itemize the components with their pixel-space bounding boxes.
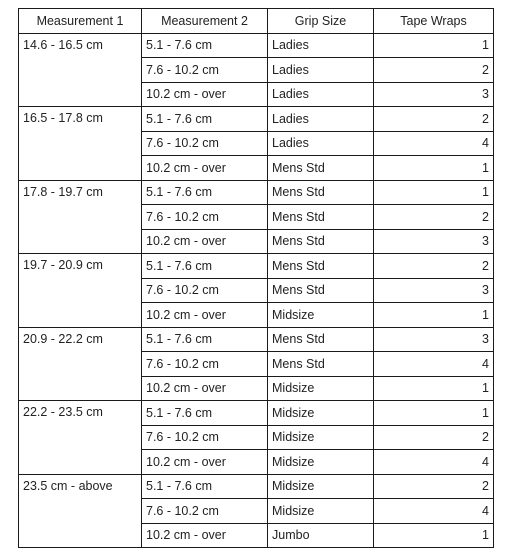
measurement-2-cell: 10.2 cm - over	[142, 156, 268, 181]
tape-wraps-cell: 1	[374, 33, 494, 58]
tape-wraps-cell: 3	[374, 327, 494, 352]
measurement-2-cell: 7.6 - 10.2 cm	[142, 352, 268, 377]
tape-wraps-cell: 2	[374, 474, 494, 499]
measurement-2-cell: 7.6 - 10.2 cm	[142, 58, 268, 83]
measurement-1-cell: 17.8 - 19.7 cm	[19, 180, 142, 254]
grip-size-cell: Midsize	[268, 450, 374, 475]
tape-wraps-cell: 1	[374, 156, 494, 181]
tape-wraps-cell: 2	[374, 205, 494, 230]
measurement-2-cell: 7.6 - 10.2 cm	[142, 278, 268, 303]
measurement-1-cell: 20.9 - 22.2 cm	[19, 327, 142, 401]
table-row	[19, 180, 494, 205]
table-header	[19, 9, 494, 34]
measurement-1-cell: 19.7 - 20.9 cm	[19, 254, 142, 328]
table-row	[19, 33, 494, 58]
grip-size-cell: Mens Std	[268, 278, 374, 303]
grip-size-cell: Mens Std	[268, 156, 374, 181]
tape-wraps-cell: 1	[374, 401, 494, 426]
measurement-2-cell: 10.2 cm - over	[142, 376, 268, 401]
table-row	[19, 401, 494, 426]
measurement-2-cell: 10.2 cm - over	[142, 523, 268, 548]
tape-wraps-cell: 3	[374, 278, 494, 303]
grip-size-cell: Mens Std	[268, 180, 374, 205]
measurement-2-cell: 10.2 cm - over	[142, 82, 268, 107]
header-row	[19, 9, 494, 34]
grip-size-cell: Ladies	[268, 131, 374, 156]
measurement-2-cell: 7.6 - 10.2 cm	[142, 499, 268, 524]
tape-wraps-cell: 1	[374, 303, 494, 328]
tape-wraps-cell: 1	[374, 523, 494, 548]
measurement-2-cell: 5.1 - 7.6 cm	[142, 107, 268, 132]
tape-wraps-cell: 4	[374, 131, 494, 156]
measurement-1-cell: 16.5 - 17.8 cm	[19, 107, 142, 181]
tape-wraps-cell: 2	[374, 58, 494, 83]
header-grip-size: Grip Size	[268, 9, 374, 34]
measurement-2-cell: 7.6 - 10.2 cm	[142, 205, 268, 230]
tape-wraps-cell: 2	[374, 254, 494, 279]
grip-size-cell: Mens Std	[268, 352, 374, 377]
measurement-2-cell: 10.2 cm - over	[142, 450, 268, 475]
measurement-2-cell: 5.1 - 7.6 cm	[142, 254, 268, 279]
table-row	[19, 474, 494, 499]
tape-wraps-cell: 1	[374, 180, 494, 205]
table-row	[19, 327, 494, 352]
header-tape-wraps: Tape Wraps	[374, 9, 494, 34]
grip-size-cell: Midsize	[268, 303, 374, 328]
measurement-1-cell: 14.6 - 16.5 cm	[19, 33, 142, 107]
tape-wraps-cell: 4	[374, 499, 494, 524]
grip-size-cell: Ladies	[268, 107, 374, 132]
grip-size-cell: Mens Std	[268, 327, 374, 352]
tape-wraps-cell: 4	[374, 352, 494, 377]
measurement-1-cell: 23.5 cm - above	[19, 474, 142, 548]
grip-size-cell: Mens Std	[268, 205, 374, 230]
measurement-2-cell: 5.1 - 7.6 cm	[142, 401, 268, 426]
grip-size-cell: Midsize	[268, 499, 374, 524]
tape-wraps-cell: 4	[374, 450, 494, 475]
table-body	[19, 33, 494, 548]
header-measurement-1: Measurement 1	[19, 9, 142, 34]
tape-wraps-cell: 1	[374, 376, 494, 401]
table-row	[19, 254, 494, 279]
tape-wraps-cell: 3	[374, 229, 494, 254]
grip-size-cell: Ladies	[268, 33, 374, 58]
grip-size-cell: Jumbo	[268, 523, 374, 548]
grip-size-cell: Mens Std	[268, 229, 374, 254]
grip-size-cell: Midsize	[268, 401, 374, 426]
grip-size-cell: Ladies	[268, 58, 374, 83]
measurement-2-cell: 7.6 - 10.2 cm	[142, 425, 268, 450]
measurement-2-cell: 5.1 - 7.6 cm	[142, 33, 268, 58]
header-measurement-2: Measurement 2	[142, 9, 268, 34]
grip-size-cell: Midsize	[268, 376, 374, 401]
grip-size-table	[18, 8, 494, 548]
measurement-2-cell: 5.1 - 7.6 cm	[142, 180, 268, 205]
measurement-2-cell: 5.1 - 7.6 cm	[142, 327, 268, 352]
tape-wraps-cell: 2	[374, 425, 494, 450]
measurement-2-cell: 10.2 cm - over	[142, 303, 268, 328]
table-row	[19, 107, 494, 132]
measurement-2-cell: 10.2 cm - over	[142, 229, 268, 254]
grip-size-cell: Midsize	[268, 425, 374, 450]
measurement-1-cell: 22.2 - 23.5 cm	[19, 401, 142, 475]
measurement-2-cell: 7.6 - 10.2 cm	[142, 131, 268, 156]
tape-wraps-cell: 3	[374, 82, 494, 107]
grip-size-cell: Mens Std	[268, 254, 374, 279]
measurement-2-cell: 5.1 - 7.6 cm	[142, 474, 268, 499]
grip-size-cell: Midsize	[268, 474, 374, 499]
tape-wraps-cell: 2	[374, 107, 494, 132]
grip-size-cell: Ladies	[268, 82, 374, 107]
